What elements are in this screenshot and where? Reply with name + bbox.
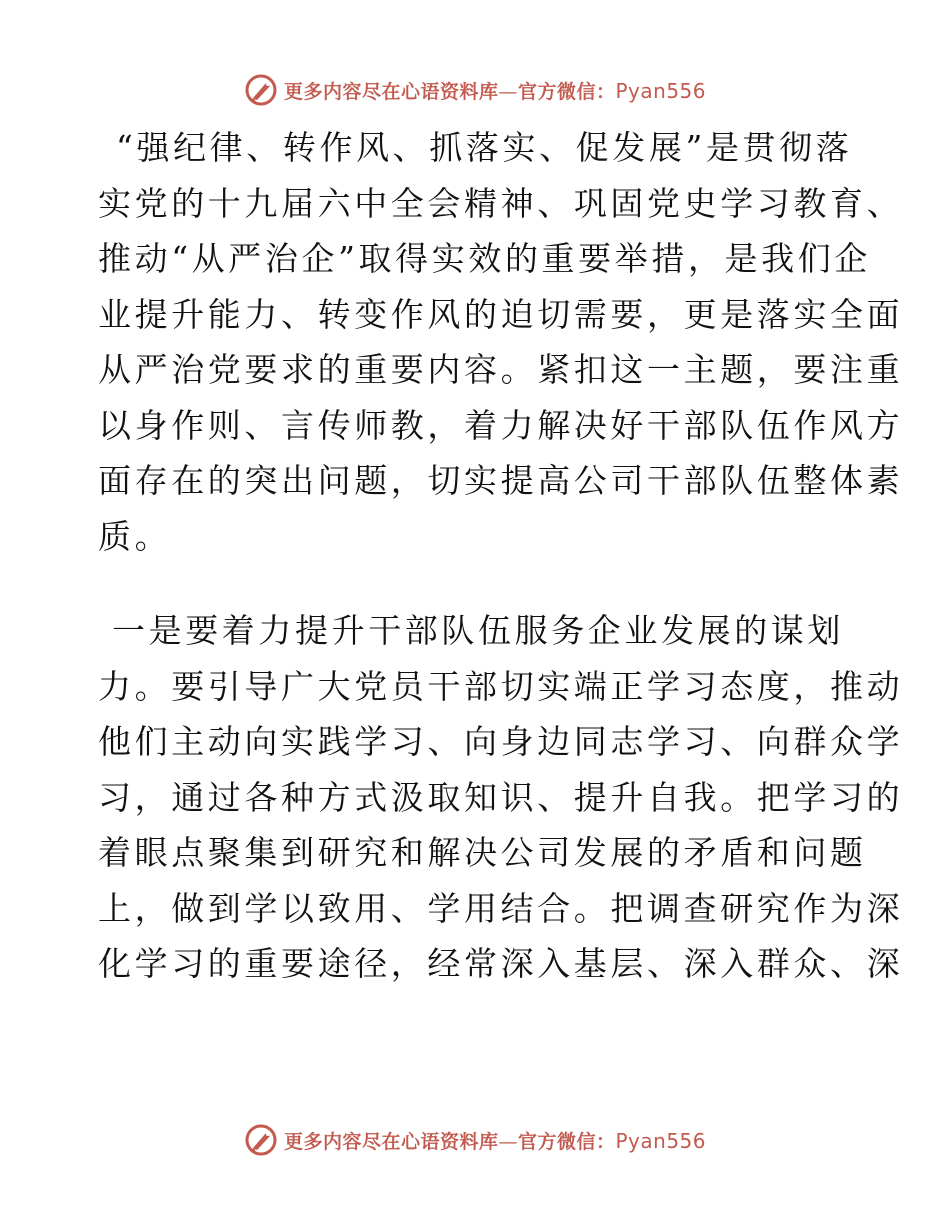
text-line: 上，做到学以致用、学用结合。把调查研究作为深 (98, 888, 904, 928)
footer-banner (0, 1120, 950, 1160)
banner-contact-label: 官方微信： (517, 1130, 616, 1153)
text-line: 质。 (98, 516, 172, 556)
banner-site-text: 更多内容尽在心语资料库 (283, 1130, 499, 1153)
banner-site-text: 更多内容尽在心语资料库 (283, 80, 499, 103)
text-line: 从严治党要求的重要内容。紧扣这一主题，要注重 (98, 350, 904, 389)
paragraph-1 (98, 120, 904, 564)
text-line: 化学习的重要途径，经常深入基层、深入群众、深 (98, 944, 904, 983)
text-line: 推动“从严治企”取得实效的重要举措，是我们企 (98, 239, 871, 278)
pen-logo-icon (244, 73, 278, 107)
text-line: “强纪律、转作风、抓落实、促发展”是贯彻落 (116, 128, 853, 167)
text-line: 面存在的突出问题，切实提高公司干部队伍整体素 (98, 461, 904, 500)
banner-dash: — (498, 1130, 518, 1153)
banner-contact-label: 官方微信： (517, 80, 616, 103)
text-line: 他们主动向实践学习、向身边同志学习、向群众学 (98, 722, 904, 761)
banner-dash: — (498, 80, 518, 103)
text-line: 业提升能力、转变作风的迫切需要，更是落实全面 (98, 294, 904, 334)
pen-logo-icon (244, 1123, 278, 1157)
text-line: 习，通过各种方式汲取知识、提升自我。把学习的 (98, 777, 904, 817)
banner-contact-value: Pyan556 (615, 1128, 707, 1153)
text-line: 实党的十九届六中全会精神、巩固党史学习教育、 (98, 183, 904, 223)
banner-text (284, 1127, 706, 1154)
text-line: 着眼点聚集到研究和解决公司发展的矛盾和问题 (98, 833, 867, 872)
banner-text (284, 77, 706, 104)
text-line: 一是要着力提升干部队伍服务企业发展的谋划 (112, 611, 844, 650)
text-line: 以身作则、言传师教，着力解决好干部队伍作风方 (98, 405, 904, 445)
paragraph-2 (98, 603, 904, 992)
banner-contact-value: Pyan556 (615, 78, 707, 103)
header-banner (0, 70, 950, 110)
text-line: 力。要引导广大党员干部切实端正学习态度，推动 (98, 666, 904, 706)
